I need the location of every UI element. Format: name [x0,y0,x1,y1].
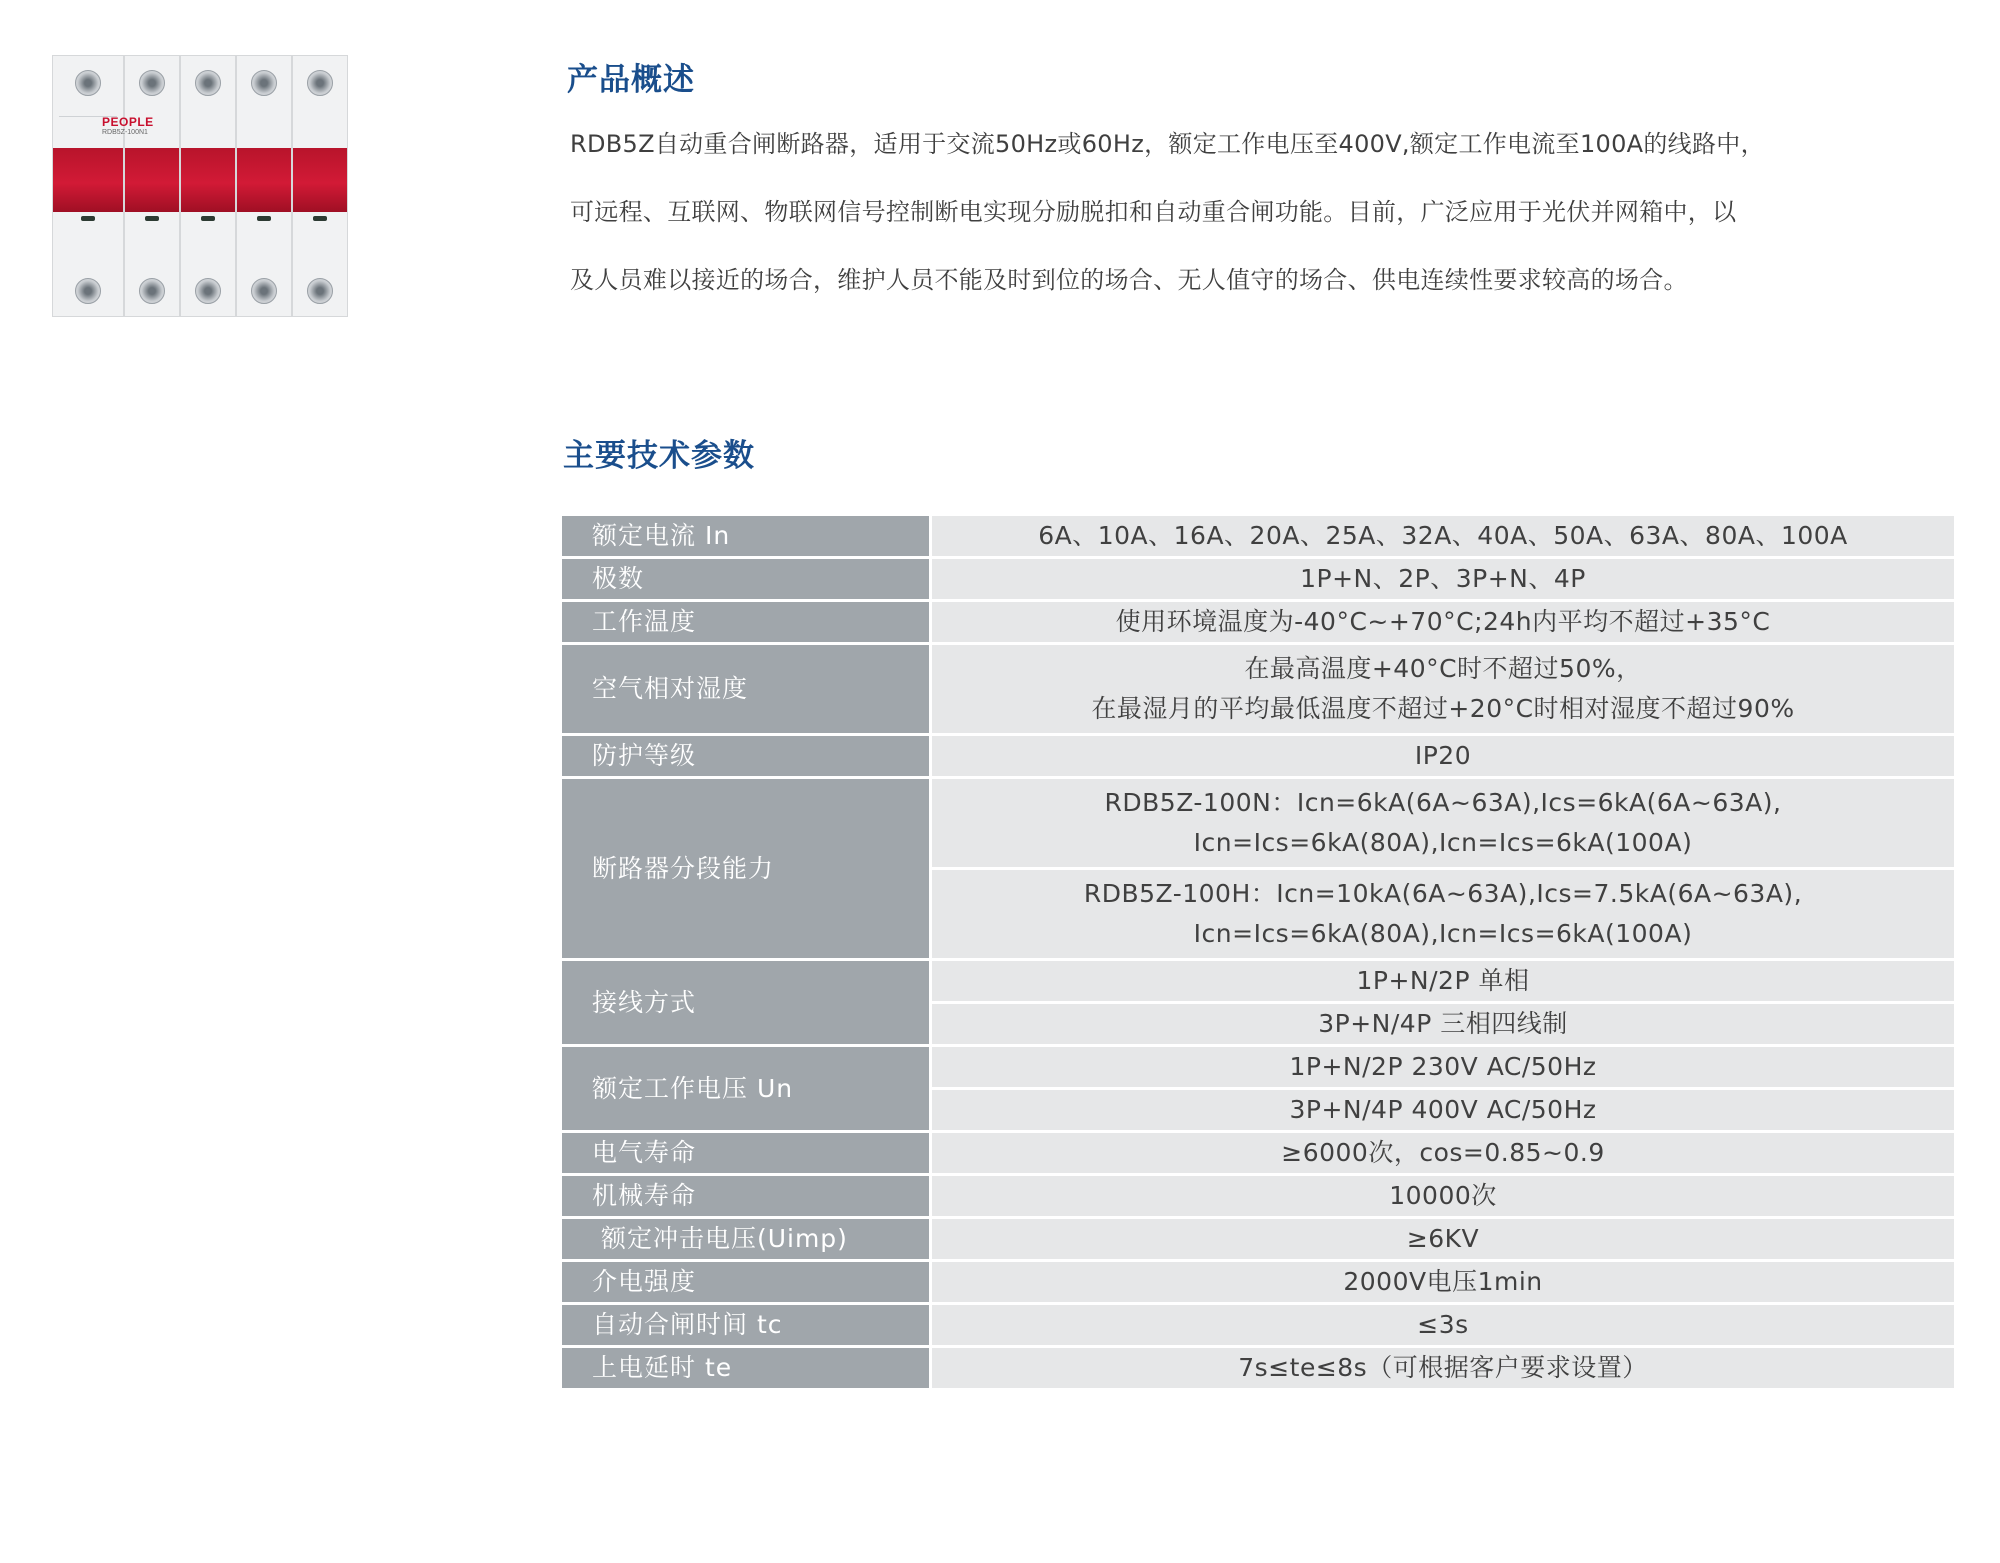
brand-logo: PEOPLE [102,115,154,129]
row-value: 10000次 [932,1176,1954,1216]
row-value: 7s≤te≤8s（可根据客户要求设置） [932,1348,1954,1388]
breaker-pole-2 [124,55,180,317]
overview-line-1: RDB5Z自动重合闸断路器，适用于交流50Hz或60Hz，额定工作电压至400V,额定工作电流至100A的线路中， [570,130,1765,158]
table-row [562,1262,1954,1302]
table-row [562,645,1954,733]
red-handle [181,148,235,212]
terminal-screw-icon [139,278,165,304]
indicator-lamp [257,216,271,221]
terminal-screw-icon [251,70,277,96]
model-mark: RDB5Z-100N1 [102,129,148,136]
indicator-lamp [313,216,327,221]
terminal-screw-icon [195,70,221,96]
row-label: 上电延时 te [562,1348,932,1388]
spec-table [562,513,1954,1391]
table-row [562,1047,1954,1087]
row-value: ≥6KV [932,1219,1954,1259]
row-label: 接线方式 [562,961,932,1044]
specs-title: 主要技术参数 [563,438,755,474]
table-row [562,516,1954,556]
table-row [562,1348,1954,1388]
row-value: 6A、10A、16A、20A、25A、32A、40A、50A、63A、80A、100A [932,516,1954,556]
row-value-line: 在最高温度+40°C时不超过50%， [1244,654,1642,683]
row-value [932,645,1954,733]
row-label: 电气寿命 [562,1133,932,1173]
red-handle [53,148,123,212]
terminal-screw-icon [195,278,221,304]
row-value: 2000V电压1min [932,1262,1954,1302]
row-label: 额定工作电压 Un [562,1047,932,1130]
table-row [562,1176,1954,1216]
table-row [562,961,1954,1001]
terminal-screw-icon [307,278,333,304]
row-value: ≥6000次，cos=0.85~0.9 [932,1133,1954,1173]
product-image [52,55,348,317]
row-label: 介电强度 [562,1262,932,1302]
breaker-pole-1 [52,55,124,317]
overview-line-2: 可远程、互联网、物联网信号控制断电实现分励脱扣和自动重合闸功能。目前，广泛应用于光伏并网箱中，以 [570,198,1737,226]
red-handle [125,148,179,212]
terminal-screw-icon [251,278,277,304]
terminal-screw-icon [75,70,101,96]
row-value-line: 在最湿月的平均最低温度不超过+20°C时相对湿度不超过90% [1091,694,1795,723]
row-label: 自动合闸时间 tc [562,1305,932,1345]
row-label: 极数 [562,559,932,599]
row-value [932,779,1954,867]
table-row [562,1133,1954,1173]
row-label: 防护等级 [562,736,932,776]
breaker-pole-4 [236,55,292,317]
overview-title: 产品概述 [567,62,695,98]
row-label: 额定冲击电压(Uimp) [562,1219,932,1259]
breaker-pole-3 [180,55,236,317]
row-value: 1P+N、2P、3P+N、4P [932,559,1954,599]
indicator-lamp [81,216,95,221]
row-label: 空气相对湿度 [562,645,932,733]
row-value: 3P+N/4P 400V AC/50Hz [932,1090,1954,1130]
row-value: 使用环境温度为-40°C~+70°C;24h内平均不超过+35°C [932,602,1954,642]
row-value-line: Icn=Ics=6kA(80A),Icn=Ics=6kA(100A) [1193,919,1693,948]
row-value: IP20 [932,736,1954,776]
terminal-screw-icon [307,70,333,96]
row-value: 1P+N/2P 230V AC/50Hz [932,1047,1954,1087]
row-value: 1P+N/2P 单相 [932,961,1954,1001]
indicator-lamp [201,216,215,221]
overview-line-3: 及人员难以接近的场合，维护人员不能及时到位的场合、无人值守的场合、供电连续性要求较高的场合。 [570,266,1688,294]
row-value-line: RDB5Z-100N：Icn=6kA(6A~63A),Ics=6kA(6A~63A), [1104,788,1782,817]
table-row [562,1219,1954,1259]
table-row [562,1305,1954,1345]
terminal-screw-icon [139,70,165,96]
table-row [562,602,1954,642]
breaker-pole-5 [292,55,348,317]
row-value [932,870,1954,958]
row-value-line: RDB5Z-100H：Icn=10kA(6A~63A),Ics=7.5kA(6A~63A), [1083,879,1803,908]
row-value-line: Icn=Ics=6kA(80A),Icn=Ics=6kA(100A) [1193,828,1693,857]
terminal-screw-icon [75,278,101,304]
table-row [562,779,1954,867]
row-label: 断路器分段能力 [562,779,932,958]
row-label: 机械寿命 [562,1176,932,1216]
row-label: 额定电流 In [562,516,932,556]
red-handle [293,148,347,212]
row-label: 工作温度 [562,602,932,642]
red-handle [237,148,291,212]
indicator-lamp [145,216,159,221]
table-row [562,736,1954,776]
row-value: 3P+N/4P 三相四线制 [932,1004,1954,1044]
row-value: ≤3s [932,1305,1954,1345]
table-row [562,559,1954,599]
